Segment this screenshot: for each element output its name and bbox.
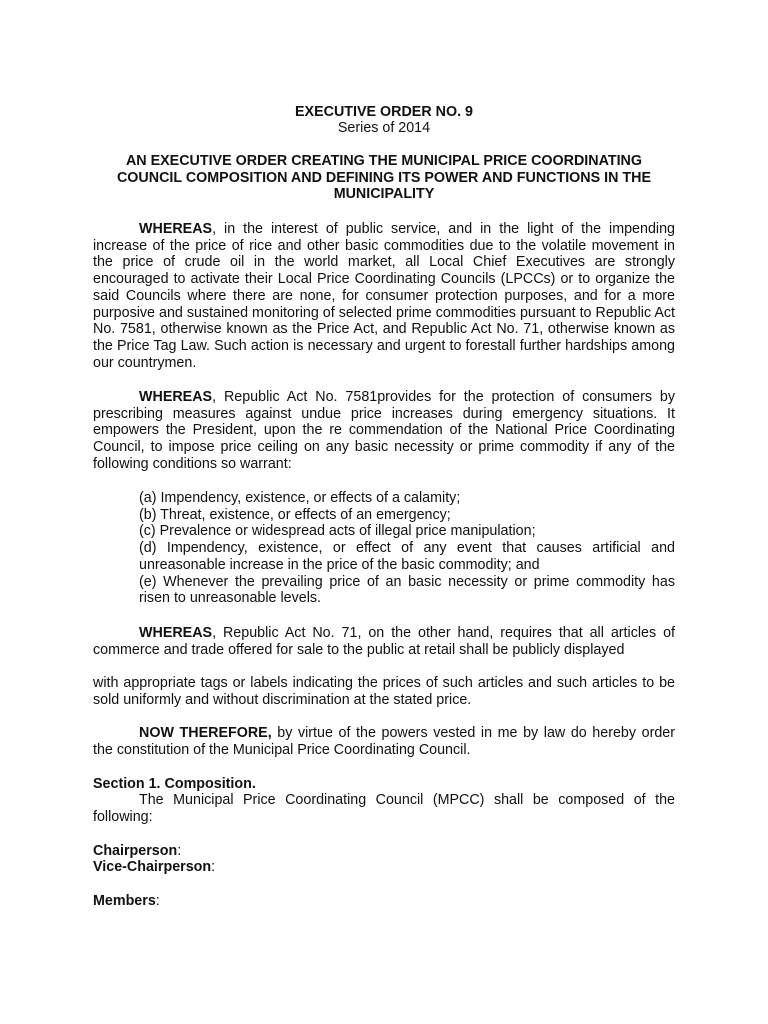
whereas-lead: WHEREAS [139, 221, 213, 237]
condition-item: (d) Impendency, existence, or effect of any event that causes artificial and unreasonable increase in the price of the basic commodity; and [139, 540, 675, 573]
whereas-lead: WHEREAS [139, 625, 213, 641]
whereas-text: , in the interest of public service, and in the light of the impending increase of the price of rice and other basic commodities due to the volatile movement in the price of crude oil in the world market, all Local Chief Executives are strongly encouraged to activate their Local Price Coordinating Councils (LPCCs) or to organize the said Councils where there are none, for consumer protection purposes, and for a more purposive and sustained monitoring of selected prime commodities pursuant to Republic Act No. 7581, otherwise known as the Price Act, and Republic Act No. 71, otherwise known as the Price Tag Law. Such action is necessary and urgent to forestall further hardships among our countrymen. [93, 221, 675, 371]
whereas-paragraph-1 [93, 221, 675, 371]
now-therefore-paragraph [93, 725, 675, 758]
condition-item: (a) Impendency, existence, or effects of a calamity; [139, 490, 461, 506]
section-1-text: The Municipal Price Coordinating Council (MPCC) shall be composed of the following: [93, 792, 675, 825]
whereas-text: , Republic Act No. 7581provides for the protection of consumers by prescribing measures against undue price increases during emergency situations. It empowers the President, upon the re commendation of the National Price Coordinating Council, to impose price ceiling on any basic necessity or prime commodity if any of the following conditions so warrant: [93, 389, 675, 472]
document-series: Series of 2014 [337, 120, 431, 136]
conditions-list [139, 490, 675, 607]
whereas-paragraph-3 [93, 625, 675, 658]
document-heading: AN EXECUTIVE ORDER CREATING THE MUNICIPAL PRICE COORDINATING COUNCIL COMPOSITION AND DEFINING ITS POWER AND FUNCTIONS IN THE MUNICIPALITY [116, 153, 652, 203]
section-1-heading: Section 1. Composition. [93, 776, 256, 792]
document-title: EXECUTIVE ORDER NO. 9 [295, 104, 473, 120]
now-therefore-text: by virtue of the powers vested in me by law do hereby order the constitution of the Municipal Price Coordinating Council. [93, 725, 675, 758]
whereas-text: , Republic Act No. 71, on the other hand, requires that all articles of commerce and trade offered for sale to the public at retail shall be publicly displayed [93, 625, 675, 658]
vice-chairperson-label: Vice-Chairperson: [93, 859, 216, 875]
condition-item: (c) Prevalence or widespread acts of illegal price manipulation; [139, 523, 536, 540]
whereas-paragraph-2 [93, 389, 675, 473]
whereas-paragraph-3-continued: with appropriate tags or labels indicating the prices of such articles and such articles to be sold uniformly and without discrimination at the stated price. [93, 675, 675, 708]
condition-item: (b) Threat, existence, or effects of an emergency; [139, 506, 451, 523]
now-therefore-lead: NOW THEREFORE, [139, 725, 272, 741]
whereas-lead: WHEREAS [139, 389, 213, 405]
condition-item: (e) Whenever the prevailing price of an basic necessity or prime commodity has risen to unreasonable levels. [139, 573, 675, 607]
members-label: Members: [93, 893, 160, 909]
chairperson-label: Chairperson: [93, 843, 182, 859]
